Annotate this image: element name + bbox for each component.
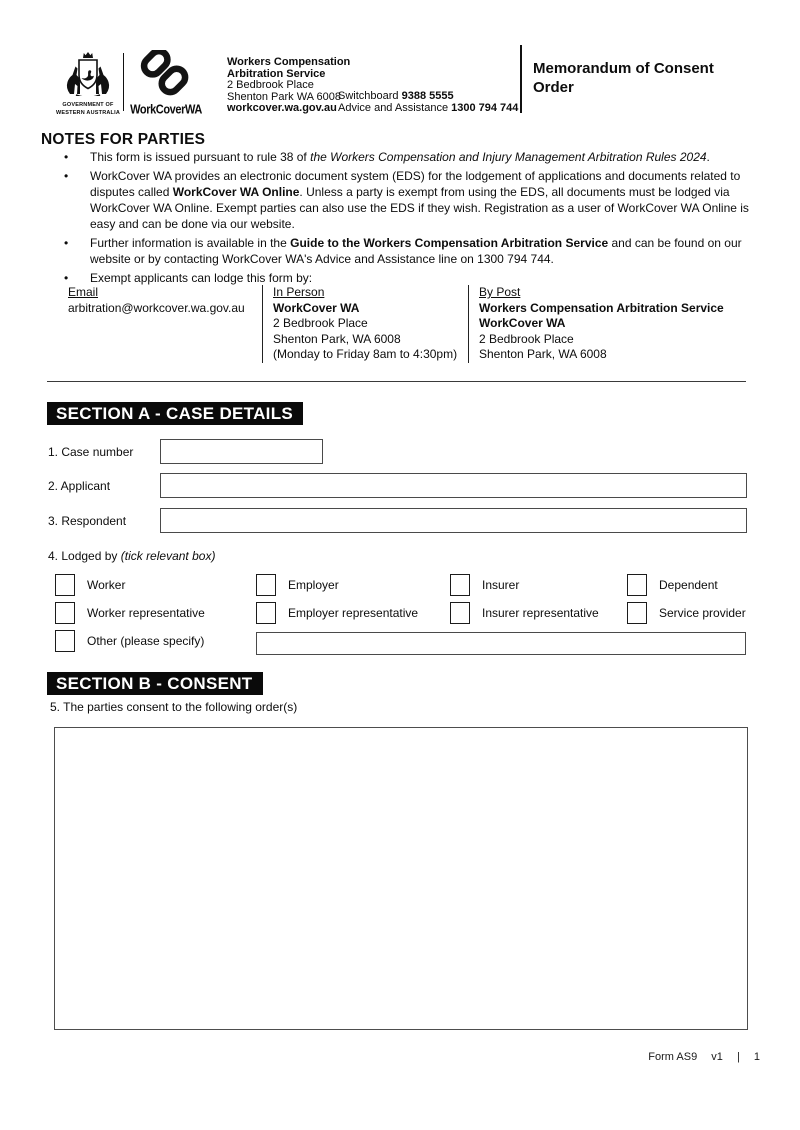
consent-orders-textarea[interactable] (54, 727, 748, 1030)
workcover-wa-logo (130, 50, 202, 116)
title-divider (520, 45, 522, 113)
checkbox-item-dependent[interactable] (627, 574, 718, 596)
bullet-dot (64, 168, 90, 232)
phone-block (338, 91, 518, 114)
in-person-column: In Person WorkCover WA 2 Bedbrook Place Shenton Park, WA 6008 (Monday to Friday 8am to 4:30pm) (262, 285, 468, 363)
page-footer (648, 1051, 760, 1063)
switchboard-line: Switchboard 9388 5555 (338, 90, 454, 102)
checkbox-item-service-provider[interactable] (627, 602, 746, 624)
case-number-label: 1. Case number (48, 445, 134, 459)
checkbox-item-insurer-representative[interactable] (450, 602, 599, 624)
workcover-logotype: WorkCoverWA (130, 103, 202, 117)
note-bullet-1: • This form is issued pursuant to rule 38 of the Workers Compensation and Injury Management Arbitration Rules 2024. (64, 149, 764, 165)
website-text: workcover.wa.gov.au (227, 102, 337, 114)
respondent-input[interactable] (160, 508, 747, 533)
employer-representative-label: Employer representative (288, 606, 419, 620)
crest-caption-line2: WESTERN AUSTRALIA (56, 109, 120, 116)
section-divider-rule (47, 381, 746, 382)
form-title: Memorandum of Consent Order (533, 60, 714, 96)
section-b-heading: SECTION B - CONSENT (47, 672, 263, 695)
service-name-line1: Workers Compensation (227, 56, 351, 68)
checkbox-item-employer[interactable] (256, 574, 339, 596)
service-name-line2: Arbitration Service (227, 67, 326, 80)
checkbox-item-other[interactable] (55, 630, 204, 652)
workcover-links-icon (130, 85, 202, 102)
service-provider-label: Service provider (659, 606, 746, 620)
advice-number: 1300 794 744 (451, 101, 519, 114)
in-person-heading: In Person (273, 285, 325, 299)
bullet-dot (64, 235, 90, 267)
insurer-representative-checkbox[interactable] (450, 602, 470, 624)
respondent-label: 3. Respondent (48, 514, 127, 528)
footer-separator: | (736, 1051, 740, 1063)
other-checkbox[interactable] (55, 630, 75, 652)
case-number-input[interactable] (160, 439, 323, 464)
applicant-label: 2. Applicant (48, 479, 111, 493)
applicant-input[interactable] (160, 473, 747, 498)
by-post-heading: By Post (479, 285, 521, 299)
worker-representative-checkbox[interactable] (55, 602, 75, 624)
note-bullet-3: • Further information is available in the Guide to the Workers Compensation Arbitration Service and can be found on our website or by contacting WorkCover WA's Advice and Assistance line on 1300 794 744. (64, 235, 764, 267)
note-bullet-4: • Exempt applicants can lodge this form by: (64, 270, 764, 286)
service-provider-checkbox[interactable] (627, 602, 647, 624)
insurer-representative-label: Insurer representative (482, 606, 599, 620)
notes-list (64, 149, 764, 289)
crest-caption-line1: GOVERNMENT OF (62, 102, 114, 108)
consent-question: 5. The parties consent to the following order(s) (50, 700, 298, 714)
section-a-heading: SECTION A - CASE DETAILS (47, 402, 303, 425)
worker-checkbox[interactable] (55, 574, 75, 596)
employer-label: Employer (288, 578, 339, 592)
insurer-label: Insurer (482, 578, 520, 592)
dependent-label: Dependent (659, 578, 718, 592)
insurer-checkbox[interactable] (450, 574, 470, 596)
email-heading: Email (68, 285, 99, 299)
other-specify-input[interactable] (256, 632, 746, 655)
checkbox-item-worker[interactable] (55, 574, 125, 596)
wa-government-crest (56, 50, 120, 116)
switchboard-number: 9388 5555 (401, 90, 454, 102)
checkbox-item-worker-representative[interactable] (55, 602, 205, 624)
notes-heading: NOTES FOR PARTIES (41, 131, 206, 148)
coat-of-arms-icon (56, 83, 120, 100)
bullet-dot (64, 270, 90, 286)
checkbox-item-employer-representative[interactable] (256, 602, 418, 624)
form-version: v1 (711, 1051, 723, 1063)
header-divider (123, 53, 124, 111)
address-line2: Shenton Park WA 6008 (227, 90, 341, 103)
employer-representative-checkbox[interactable] (256, 602, 276, 624)
form-code: Form AS9 (648, 1051, 698, 1063)
worker-representative-label: Worker representative (87, 606, 205, 620)
lodged-by-label: 4. Lodged by (tick relevant box) (48, 549, 216, 563)
page-number: 1 (753, 1051, 760, 1063)
address-line1: 2 Bedbrook Place (227, 79, 314, 91)
service-address-block (227, 57, 350, 115)
dependent-checkbox[interactable] (627, 574, 647, 596)
worker-label: Worker (87, 578, 126, 592)
other-label: Other (please specify) (87, 634, 205, 648)
checkbox-item-insurer[interactable] (450, 574, 519, 596)
note-bullet-2: • WorkCover WA provides an electronic document system (EDS) for the lodgement of applications and documents related to disputes called WorkCover WA Online. Unless a party is exempt from using the EDS, all documents must be lodged via WorkCover WA Online. Exempt parties can also use the EDS if they wish. Registration as a user of WorkCover WA Online is easy and can be done via our website. (64, 168, 764, 232)
email-address: arbitration@workcover.wa.gov.au (68, 300, 245, 315)
email-column (68, 285, 262, 363)
bullet-dot (64, 149, 90, 165)
by-post-column: By Post Workers Compensation Arbitration Service WorkCover WA 2 Bedbrook Place Shenton Park, WA 6008 (468, 285, 746, 363)
employer-checkbox[interactable] (256, 574, 276, 596)
advice-line: Advice and Assistance 1300 794 744 (338, 101, 519, 114)
lodgement-options (68, 285, 746, 363)
